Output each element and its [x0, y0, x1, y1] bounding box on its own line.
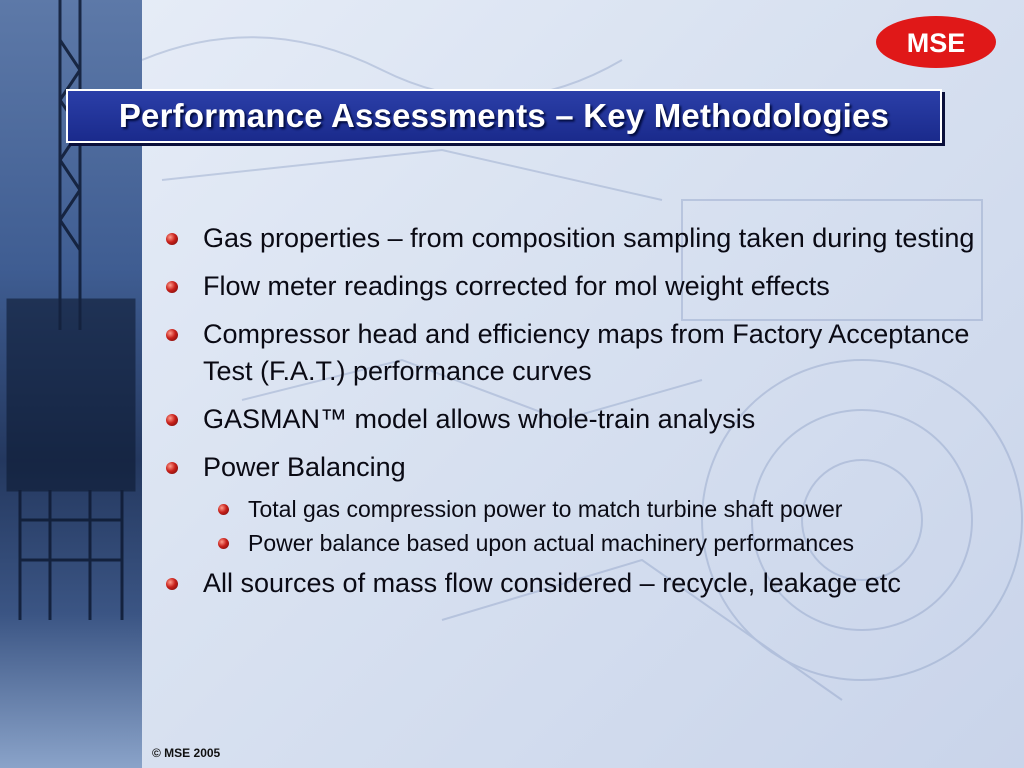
- sub-bullet-text: Total gas compression power to match turbine shaft power: [248, 496, 843, 522]
- bullet-icon: [166, 233, 178, 245]
- bullet-item: [166, 316, 1016, 390]
- copyright-footer: © MSE 2005: [152, 746, 221, 760]
- bullet-icon: [166, 462, 178, 474]
- sub-bullet-item: [166, 527, 1016, 559]
- bullet-item: [166, 268, 1016, 305]
- bullet-icon: [166, 578, 178, 590]
- sub-bullet-icon: [218, 504, 229, 515]
- bullet-item: [166, 565, 1016, 602]
- mse-logo: [874, 14, 998, 70]
- bullet-item: [166, 449, 1016, 486]
- slide-title: Performance Assessments – Key Methodologies: [118, 97, 890, 134]
- sub-bullet-text: Power balance based upon actual machinery performances: [248, 530, 855, 556]
- bullet-text: All sources of mass flow considered – recycle, leakage etc: [203, 568, 901, 598]
- bullet-item: [166, 220, 1016, 257]
- bullet-text: Gas properties – from composition sampling taken during testing: [203, 223, 975, 253]
- svg-text:MSE: MSE: [906, 28, 966, 58]
- bullet-icon: [166, 414, 178, 426]
- bullet-text: GASMAN™ model allows whole-train analysis: [203, 404, 756, 434]
- bullet-icon: [166, 329, 178, 341]
- bullet-item: [166, 401, 1016, 438]
- bullet-list: [166, 220, 1016, 613]
- bullet-text: Power Balancing: [203, 452, 406, 482]
- bullet-icon: [166, 281, 178, 293]
- slide-title-banner: [66, 89, 942, 143]
- sub-bullet-item: [166, 493, 1016, 525]
- bullet-text: Flow meter readings corrected for mol weight effects: [203, 271, 830, 301]
- bullet-text: Compressor head and efficiency maps from Factory Acceptance Test (F.A.T.) performance curves: [203, 319, 970, 386]
- sub-bullet-icon: [218, 538, 229, 549]
